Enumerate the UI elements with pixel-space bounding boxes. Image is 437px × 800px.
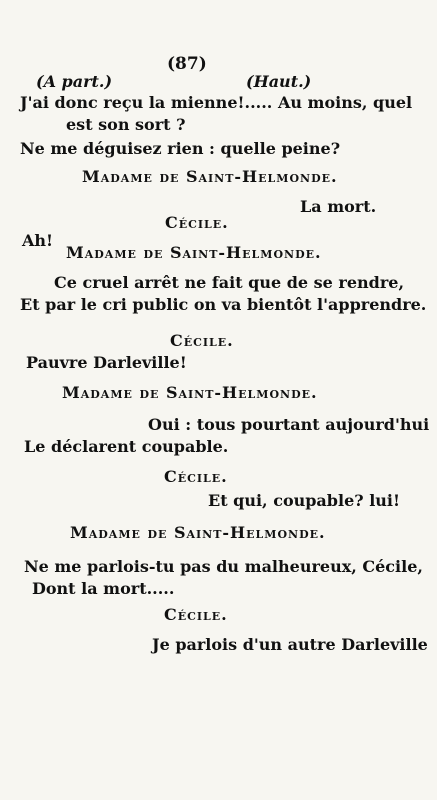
verse-line: Pauvre Darleville! <box>26 353 187 372</box>
speaker-name: Cécile. <box>165 213 229 232</box>
verse-line: Ne me déguisez rien : quelle peine? <box>20 139 341 158</box>
verse-line: Ah! <box>22 231 54 250</box>
verse-line: Je parlois d'un autre Darleville <box>152 635 428 654</box>
speaker-name: Cécile. <box>164 605 228 624</box>
speaker-name: Madame de Saint-Helmonde. <box>62 383 318 402</box>
verse-line: J'ai donc reçu la mienne!..... Au moins, quel <box>20 93 413 112</box>
verse-line: Et qui, coupable? lui! <box>208 491 400 510</box>
speaker-name: Cécile. <box>164 467 228 486</box>
verse-line: Oui : tous pourtant aujourd'hui <box>148 415 430 434</box>
verse-line: est son sort ? <box>66 115 186 134</box>
speaker-name: Madame de Saint-Helmonde. <box>66 243 322 262</box>
speaker-name: Madame de Saint-Helmonde. <box>70 523 326 542</box>
stage-direction-aloud: (Haut.) <box>246 72 312 91</box>
stage-direction-aside: (A part.) <box>36 72 113 91</box>
speaker-name: Cécile. <box>170 331 234 350</box>
verse-line: Le déclarent coupable. <box>24 437 229 456</box>
page-number: (87) <box>167 54 207 74</box>
verse-line: Ce cruel arrêt ne fait que de se rendre, <box>54 273 405 292</box>
speaker-name: Madame de Saint-Helmonde. <box>82 167 338 186</box>
verse-line: Dont la mort..... <box>32 579 175 598</box>
verse-line: Et par le cri public on va bientôt l'apprendre. <box>20 295 427 314</box>
verse-line: La mort. <box>300 197 377 216</box>
verse-line: Ne me parlois-tu pas du malheureux, Cécile, <box>24 557 423 576</box>
